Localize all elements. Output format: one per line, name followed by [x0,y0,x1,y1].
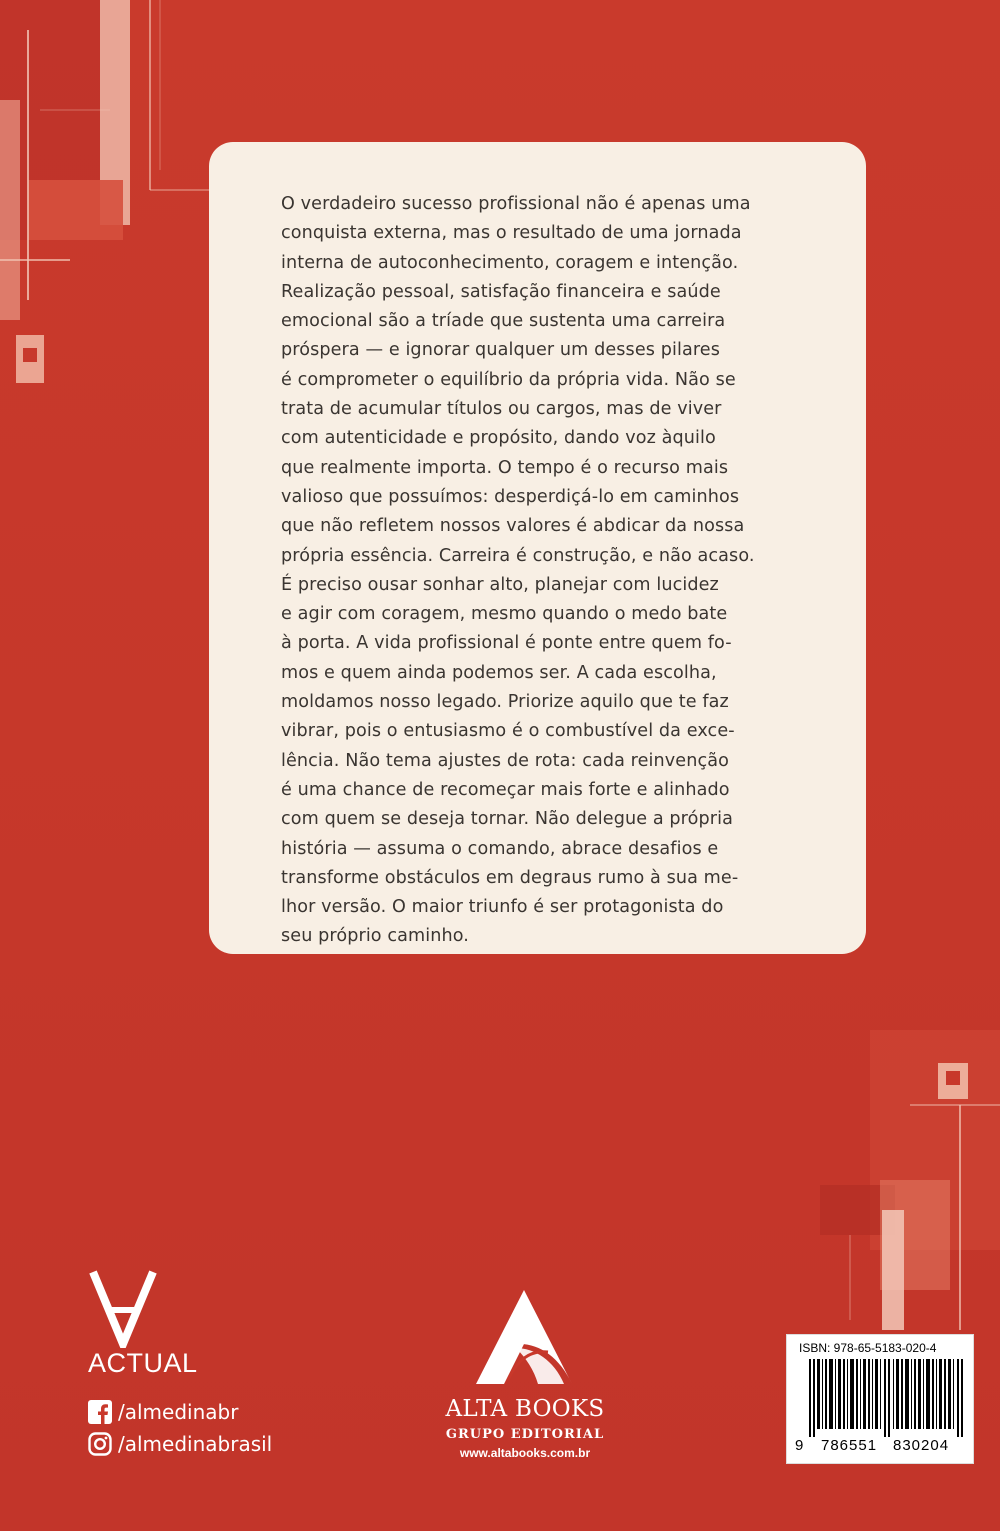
blurb-line: com quem se deseja tornar. Não delegue a própria [281,809,733,830]
blurb-line: é uma chance de recomeçar mais forte e alinhado [281,779,730,800]
blurb-line: O verdadeiro sucesso profissional não é apenas uma [281,194,751,214]
facebook-handle[interactable] [88,1398,238,1426]
barcode-bars [809,1359,965,1437]
alta-books-subtitle: GRUPO EDITORIAL [445,1427,605,1442]
blurb-line: que realmente importa. O tempo é o recurso mais [281,457,729,478]
actual-wordmark: ACTUAL [88,1348,198,1378]
blurb-line: história — assuma o comando, abrace desafios e [281,838,719,859]
blurb-line: valioso que possuímos: desperdiçá-lo em caminhos [281,486,740,507]
blurb-line: conquista externa, mas o resultado de uma jornada [281,223,742,244]
blurb-line: Realização pessoal, satisfação financeira e saúde [281,281,721,302]
facebook-icon [88,1400,112,1424]
blurb-line: seu próprio caminho. [281,926,469,947]
alta-books-name: ALTA BOOKS [445,1396,605,1422]
decorative-shapes-bottom-right [760,1030,1000,1330]
blurb-line: interna de autoconhecimento, coragem e intenção. [281,252,739,273]
blurb-line: trata de acumular títulos ou cargos, mas de viver [281,399,722,420]
alta-books-logo-icon [468,1288,578,1388]
decorative-shapes-top-left [0,0,230,420]
blurb-line: vibrar, pois o entusiasmo é o combustível da exce- [281,721,735,742]
facebook-handle-text: /almedinabr [118,1400,239,1424]
barcode-digit-first: 9 [795,1437,804,1454]
isbn-label: ISBN: 978-65-5183-020-4 [799,1341,937,1355]
blurb-line: lhor versão. O maior triunfo é ser protagonista do [281,897,724,918]
blurb-line: à porta. A vida profissional é ponte entre quem fo- [281,633,732,654]
alta-books-url[interactable]: www.altabooks.com.br [459,1446,591,1460]
blurb-line: é comprometer o equilíbrio da própria vida. Não se [281,369,736,390]
blurb-line: com autenticidade e propósito, dando voz àquilo [281,428,716,449]
blurb-box [209,142,866,954]
instagram-handle-text: /almedinabrasil [118,1432,273,1456]
blurb-line: moldamos nosso legado. Priorize aquilo que te faz [281,692,729,713]
blurb-line: que não refletem nossos valores é abdicar da nossa [281,516,745,537]
instagram-handle[interactable] [88,1430,272,1458]
barcode-digits-group-2: 830204 [893,1437,950,1454]
isbn-barcode [786,1334,974,1464]
blurb-line: É preciso ousar sonhar alto, planejar com lucidez [281,574,719,595]
blurb-line: próspera — e ignorar qualquer um desses pilares [281,340,720,361]
barcode-digits-group-1: 786551 [821,1437,878,1454]
blurb-line: emocional são a tríade que sustenta uma carreira [281,311,726,332]
instagram-icon [88,1432,112,1456]
blurb-line: e agir com coragem, mesmo quando o medo bate [281,604,728,625]
blurb-line: mos e quem ainda podemos ser. A cada escolha, [281,662,717,683]
blurb-line: lência. Não tema ajustes de rota: cada reinvenção [281,750,729,771]
back-cover-blurb [281,190,806,952]
blurb-line: própria essência. Carreira é construção, e não acaso. [281,545,755,566]
blurb-line: transforme obstáculos em degraus rumo à sua me- [281,867,739,888]
